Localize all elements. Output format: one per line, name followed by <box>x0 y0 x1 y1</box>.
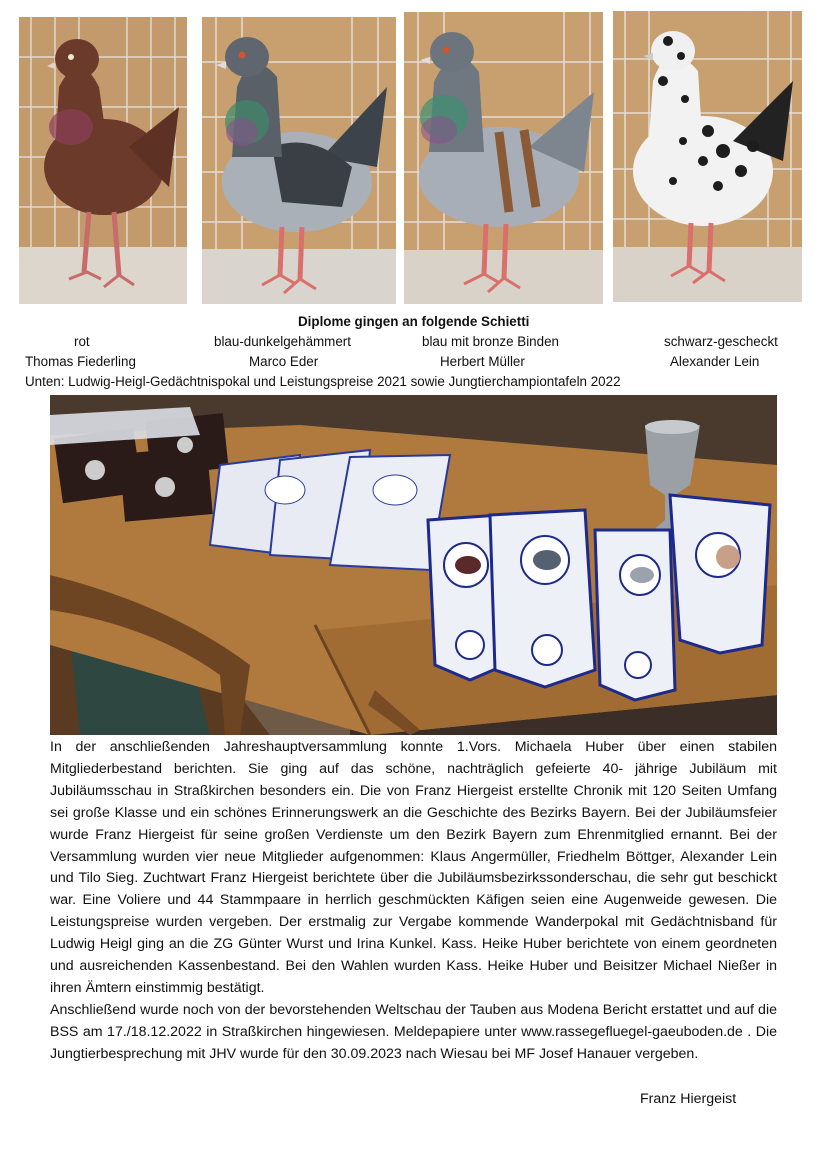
photo-bronze-barred-pigeon <box>404 12 603 304</box>
caption-below: Unten: Ludwig-Heigl-Gedächtnispokal und Leistungspreise 2021 sowie Jungtierchampiontafeln 2022 <box>25 374 621 389</box>
photo-spotted-pigeon <box>613 11 802 302</box>
caption-variety-2: blau-dunkelgehämmert <box>214 334 351 349</box>
photo-trophies-table <box>50 395 777 735</box>
article-signature: Franz Hiergeist <box>640 1091 737 1107</box>
photo-dark-checkered-pigeon <box>202 17 396 304</box>
caption-winner-2: Marco Eder <box>249 354 319 369</box>
caption-heading: Diplome gingen an folgende Schietti <box>298 314 530 329</box>
photo-brown-pigeon <box>19 17 187 304</box>
caption-winner-1: Thomas Fiederling <box>25 354 136 369</box>
caption-variety-1: rot <box>74 334 90 349</box>
article-body <box>50 737 777 1066</box>
article-paragraph-1: In der anschließenden Jahreshauptversammlung konnte 1.Vors. Michaela Huber über einen stabilen Mitgliederbestand berichten. Sie ging auf das schöne, nachträglich gefeierte 40- jährige Jubiläum mit Jubiläumsschau in Straßkirchen besonders ein. Die von Franz Hiergeist erstellte Chronik mit 120 Seiten Umfang sei große Klasse und ein schönes Erinnerungswerk an die Geschichte des Bezirks Bayern. Bei der Jubiläumsfeier wurde Franz Hiergeist für seine großen Verdienste um den Bezirk Bayern zum Ehrenmitglied ernannt. Bei der Versammlung wurden vier neue Mitglieder aufgenommen: Klaus Angermüller, Friedhelm Böttger, Alexander Lein und Tilo Sieg. Zuchtwart Franz Hiergeist berichtete über die Jubiläumsbezirkssonderschau, die sehr gut beschickt war. Eine Voliere und 44 Stammpaare in herrlich geschmückten Käfigen seien eine Augenweide gewesen. Die Leistungspreise wurden vergeben. Der erstmalig zur Vergabe kommende Wanderpokal mit Gedächtnisband für Ludwig Heigl ging an die ZG Günter Wurst und Irina Kunkel. Kass. Heike Huber berichtete von einem geordneten und ausreichenden Kassenbestand. Bei den Wahlen wurden Kass. Heike Huber und Beisitzer Michael Nießer in ihren Ämtern einstimmig bestätigt. <box>50 739 777 996</box>
caption-variety-3: blau mit bronze Binden <box>422 334 559 349</box>
article-paragraph-2: Anschließend wurde noch von der bevorstehenden Weltschau der Tauben aus Modena Bericht erstattet und auf die BSS am 17./18.12.2022 in Straßkirchen hingewiesen. Meldepapiere unter www.rassegefluegel-gaeuboden.de . Die Jungtierbesprechung mit JHV wurde für den 30.09.2023 nach Wiesau bei MF Josef Hanauer vergeben. <box>50 1001 777 1062</box>
caption-variety-4: schwarz-gescheckt <box>664 334 778 349</box>
caption-winner-3: Herbert Müller <box>440 354 525 369</box>
caption-winner-4: Alexander Lein <box>670 354 760 369</box>
